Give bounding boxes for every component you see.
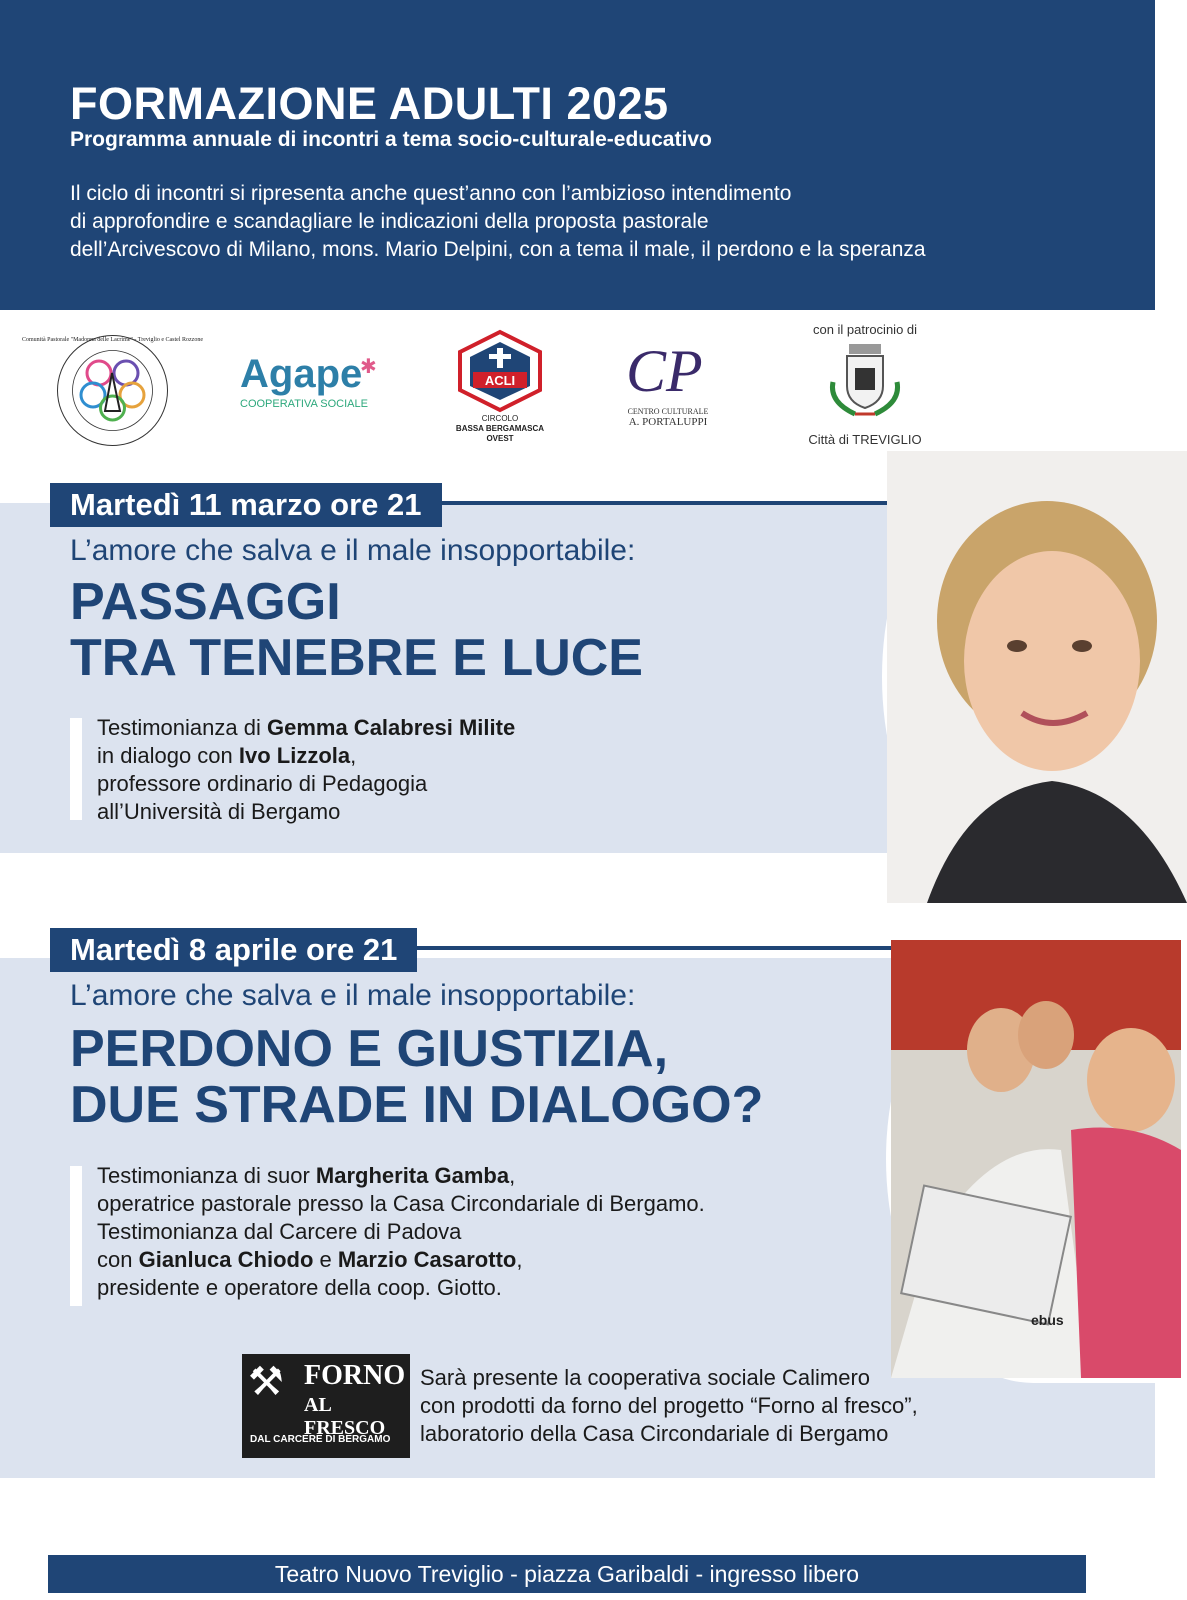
speaker-photo bbox=[882, 446, 1187, 908]
event1-quote-bar bbox=[70, 718, 82, 820]
acli-line3: OVEST bbox=[486, 434, 514, 443]
agape-logo bbox=[240, 352, 390, 422]
cp-logo bbox=[618, 338, 718, 445]
event1-title-line1: PASSAGGI bbox=[70, 573, 341, 631]
forno-text-line: laboratorio della Casa Circondariale di Bergamo bbox=[420, 1421, 889, 1446]
forno-announcement bbox=[420, 1364, 918, 1448]
event1-text: professore ordinario di Pedagogia bbox=[97, 771, 428, 796]
acli-logo bbox=[455, 330, 545, 450]
forno-text-line: con prodotti da forno del progetto “Forno al fresco”, bbox=[420, 1393, 918, 1418]
parish-ring-text: Comunità Pastorale "Madonna delle Lacrime" - Treviglio e Castel Rozzone bbox=[21, 337, 204, 343]
event2-text: Testimonianza dal Carcere di Padova bbox=[97, 1219, 462, 1244]
forno-logo-line3: DAL CARCERE DI BERGAMO bbox=[250, 1434, 391, 1445]
event2-text: con bbox=[97, 1247, 139, 1272]
forno-al-fresco-logo bbox=[242, 1354, 410, 1458]
event2-text: , bbox=[516, 1247, 523, 1272]
acli-name: ACLI bbox=[484, 373, 516, 388]
event2-text: operatrice pastorale presso la Casa Circondariale di Bergamo. bbox=[97, 1191, 705, 1216]
event2-intro: L’amore che salva e il male insopportabile: bbox=[70, 979, 636, 1012]
treviglio-logo bbox=[800, 322, 930, 452]
event1-text: in dialogo con bbox=[97, 743, 239, 768]
intro-line: di approfondire e scandagliare le indicazioni della proposta pastorale bbox=[70, 210, 709, 233]
patronage-caption: con il patrocinio di bbox=[812, 322, 918, 337]
intro-paragraph bbox=[70, 180, 1110, 264]
event1-title-line2: TRA TENEBRE E LUCE bbox=[70, 629, 643, 687]
cp-line2: A. PORTALUPPI bbox=[628, 416, 708, 428]
event1-text: all’Università di Bergamo bbox=[97, 799, 341, 824]
intro-line: Il ciclo di incontri si ripresenta anche quest’anno con l’ambizioso intendimento bbox=[70, 182, 792, 205]
speaker-name: Marzio Casarotto bbox=[337, 1247, 517, 1272]
event2-text: presidente e operatore della coop. Giotto. bbox=[97, 1275, 502, 1300]
acli-line2: BASSA BERGAMASCA bbox=[455, 424, 545, 433]
agape-name: Agape bbox=[240, 352, 363, 396]
event2-quote-bar bbox=[70, 1166, 82, 1306]
page-subtitle: Programma annuale di incontri a tema socio-culturale-educativo bbox=[70, 128, 712, 151]
event1-text: Testimonianza di bbox=[97, 715, 267, 740]
photo-badge: ebus bbox=[1031, 1312, 1064, 1328]
speaker-name: Gemma Calabresi Milite bbox=[266, 715, 516, 740]
forno-logo-line2: AL FRESCO bbox=[304, 1394, 386, 1439]
event2-title-line2: DUE STRADE IN DIALOGO? bbox=[70, 1076, 764, 1134]
agape-flower-icon: ✱ bbox=[360, 356, 377, 378]
forno-logo-line1: FORNO bbox=[304, 1360, 406, 1391]
event2-description bbox=[97, 1162, 705, 1302]
group-photo bbox=[886, 935, 1181, 1383]
city-prefix: Città di bbox=[808, 432, 849, 447]
coat-of-arms-icon bbox=[825, 342, 905, 422]
event1-date: Martedì 11 marzo ore 21 bbox=[50, 483, 442, 527]
speaker-name: Margherita Gamba bbox=[315, 1163, 510, 1188]
event1-intro: L’amore che salva e il male insopportabile: bbox=[70, 534, 636, 567]
forno-text-line: Sarà presente la cooperativa sociale Calimero bbox=[420, 1365, 871, 1390]
event1-text: , bbox=[350, 743, 357, 768]
event1-description bbox=[97, 714, 515, 826]
event2-text: Testimonianza di suor bbox=[97, 1163, 316, 1188]
speaker-name: Gianluca Chiodo bbox=[138, 1247, 314, 1272]
acli-line1: CIRCOLO bbox=[481, 414, 519, 423]
agape-tagline: COOPERATIVA SOCIALE bbox=[240, 398, 368, 410]
header-banner bbox=[0, 0, 1155, 310]
speaker-name: Ivo Lizzola bbox=[238, 743, 351, 768]
event2-title-line1: PERDONO E GIUSTIZIA, bbox=[70, 1020, 669, 1078]
event2-date: Martedì 8 aprile ore 21 bbox=[50, 928, 417, 972]
event2-text: , bbox=[509, 1163, 516, 1188]
forno-icon: ⚒ bbox=[248, 1360, 284, 1404]
intro-line: dell’Arcivescovo di Milano, mons. Mario Delpini, con a tema il male, il perdono e la speranza bbox=[70, 238, 926, 261]
page-title: FORMAZIONE ADULTI 2025 bbox=[70, 78, 669, 129]
parish-logo bbox=[21, 333, 204, 448]
venue-footer: Teatro Nuovo Treviglio - piazza Garibaldi - ingresso libero bbox=[48, 1555, 1086, 1593]
event2-text: e bbox=[313, 1247, 338, 1272]
city-name: TREVIGLIO bbox=[852, 432, 922, 447]
cp-mark: CP bbox=[626, 338, 703, 404]
cp-line1: CENTRO CULTURALE bbox=[627, 407, 709, 416]
